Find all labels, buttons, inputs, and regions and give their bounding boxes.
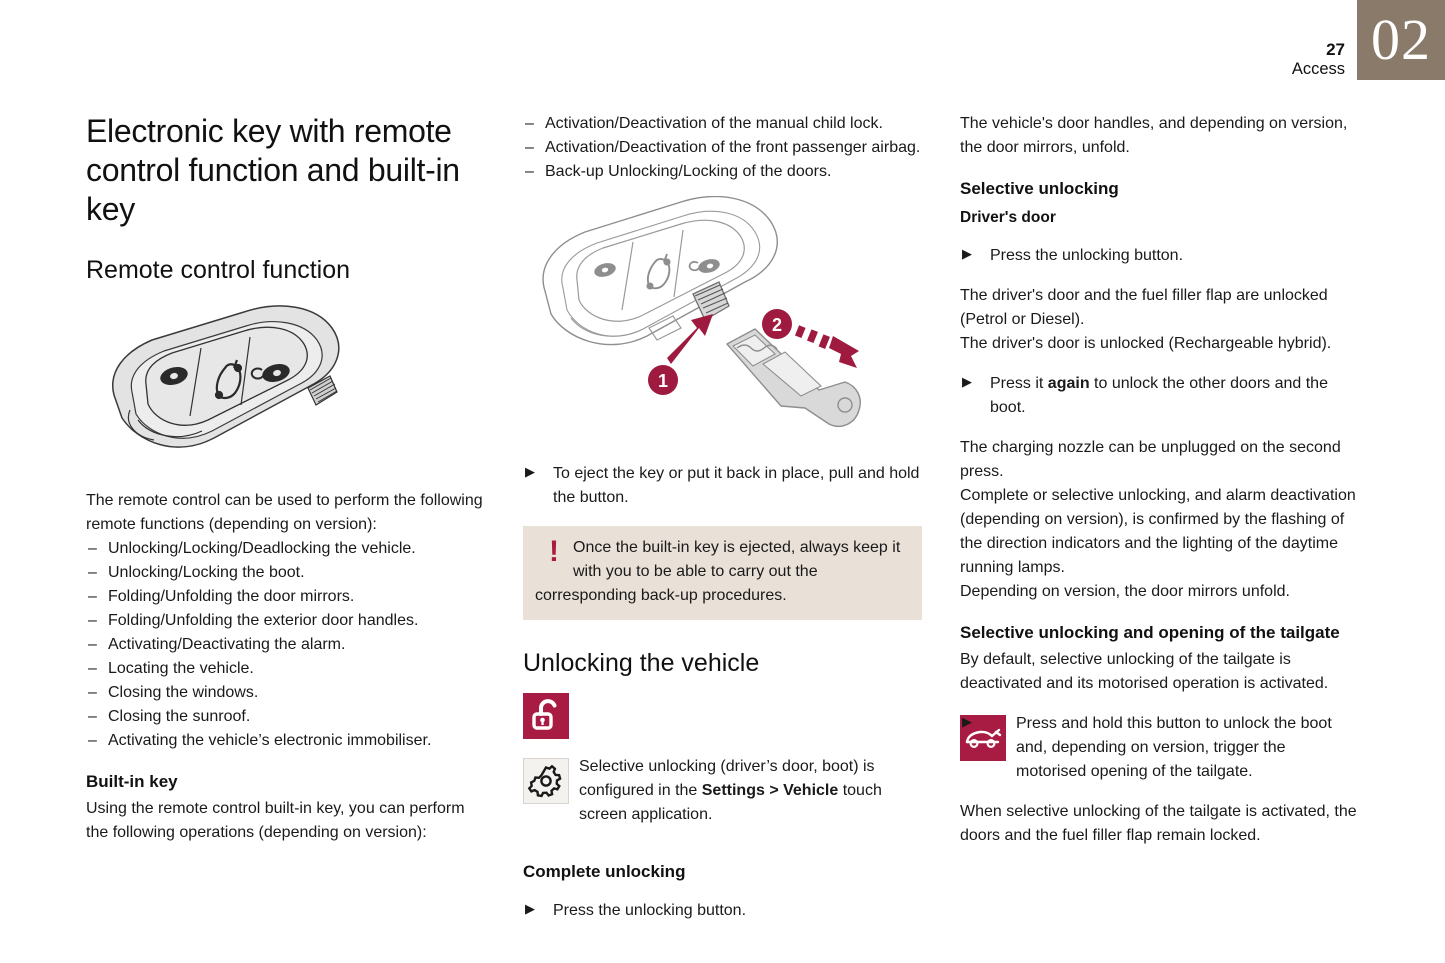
press-unlock-step: ▶ Press the unlocking button. (960, 244, 1359, 268)
eject-instruction: ▶ To eject the key or put it back in place, pull and hold the button. (523, 462, 922, 510)
settings-config-text (523, 755, 922, 827)
callout-1-label: 1 (657, 371, 669, 391)
callout-2-arrow (795, 325, 859, 368)
tailgate-intro: By default, selective unlocking of the tailgate is deactivated and its motorised operation is activated. (960, 651, 1329, 693)
settings-path: Settings > Vehicle (701, 782, 839, 800)
header-meta (1292, 40, 1345, 79)
complete-unlocking-step: ▶ Press the unlocking button. (523, 899, 922, 923)
middle-column (523, 112, 922, 939)
press-again-step (960, 372, 1359, 420)
press-again-pre: Press it (990, 375, 1048, 393)
list-item: – Back-up Unlocking/Locking of the doors. (523, 160, 922, 184)
press-again-emphasis: again (1047, 375, 1090, 393)
complete-unlocking-heading: Complete unlocking (523, 862, 686, 882)
page-title: Electronic key with remote control function and built-in key (86, 113, 460, 228)
list-item: – Folding/Unfolding the door mirrors. (86, 585, 485, 609)
callout-2-label: 2 (771, 315, 783, 335)
charging-nozzle-para: The charging nozzle can be unplugged on the second press. (960, 439, 1341, 481)
drivers-door-para-1: The driver's door and the fuel filler flap are unlocked (Petrol or Diesel). (960, 287, 1328, 329)
list-item: – Closing the windows. (86, 681, 485, 705)
left-column (86, 112, 485, 939)
key-fob-illustration (94, 300, 354, 475)
page-columns (86, 112, 1356, 939)
drivers-door-para-2: The driver's door is unlocked (Rechargeable hybrid). (960, 335, 1332, 353)
built-in-key-heading: Built-in key (86, 772, 178, 792)
page-number: 27 (1326, 40, 1345, 59)
tailgate-heading: Selective unlocking and opening of the tailgate (960, 623, 1340, 643)
right-intro-text: The vehicle's door handles, and depending on version, the door mirrors, unfold. (960, 115, 1348, 156)
exclamation-icon: ! (549, 535, 559, 568)
key-eject-illustration (523, 196, 922, 446)
built-in-key-intro: Using the remote control built-in key, you can perform the following operations (depending on version): (86, 800, 465, 842)
page-header (1045, 0, 1445, 92)
warning-text: Once the built-in key is ejected, always keep it with you to be able to carry out the corresponding back-up procedures. (535, 539, 901, 604)
list-item: – Folding/Unfolding the exterior door handles. (86, 609, 485, 633)
builtin-key-operations-list (523, 112, 922, 184)
tailgate-locked-para: When selective unlocking of the tailgate is activated, the doors and the fuel filler flap remain locked. (960, 803, 1357, 845)
unlock-pictogram-row (523, 693, 922, 739)
list-item: – Closing the sunroof. (86, 705, 485, 729)
tailgate-step: ▶ Press and hold this button to unlock the boot and, depending on version, trigger the motorised opening of the tailgate. (960, 712, 1359, 784)
section-name: Access (1291, 59, 1345, 78)
drivers-door-heading: Driver's door (960, 209, 1056, 227)
selective-unlocking-heading: Selective unlocking (960, 179, 1119, 198)
warning-box (523, 526, 922, 620)
confirmation-para: Complete or selective unlocking, and alarm deactivation (depending on version), is confirmed by the flashing of the direction indicators and the lighting of the daytime running lamps. (960, 487, 1356, 577)
press-again-post: to unlock the other doors and the boot. (990, 375, 1328, 417)
remote-control-function-heading: Remote control function (86, 256, 351, 285)
list-item: – Unlocking/Locking/Deadlocking the vehicle. (86, 537, 485, 561)
remote-intro-text: The remote control can be used to perform the following remote functions (depending on version): (86, 492, 483, 534)
config-text-part1: Selective unlocking (driver’s door, boot) is configured in the (579, 758, 875, 800)
remote-functions-list (86, 537, 485, 753)
list-item: – Activation/Deactivation of the manual child lock. (523, 112, 922, 136)
list-item: – Unlocking/Locking the boot. (86, 561, 485, 585)
mirrors-unfold-para: Depending on version, the door mirrors unfold. (960, 583, 1290, 601)
list-item: – Activating the vehicle’s electronic immobiliser. (86, 729, 485, 753)
tailgate-pictogram-block (960, 712, 1359, 800)
settings-config-block (523, 755, 922, 843)
gear-icon (523, 758, 569, 804)
list-item: – Locating the vehicle. (86, 657, 485, 681)
chapter-tab: 02 (1357, 0, 1445, 80)
unlocking-vehicle-heading: Unlocking the vehicle (523, 649, 760, 677)
right-column (960, 112, 1359, 939)
list-item: – Activation/Deactivation of the front passenger airbag. (523, 136, 922, 160)
config-text-part2: touch screen application. (579, 782, 882, 824)
open-padlock-icon (523, 693, 569, 739)
list-item: – Activating/Deactivating the alarm. (86, 633, 485, 657)
